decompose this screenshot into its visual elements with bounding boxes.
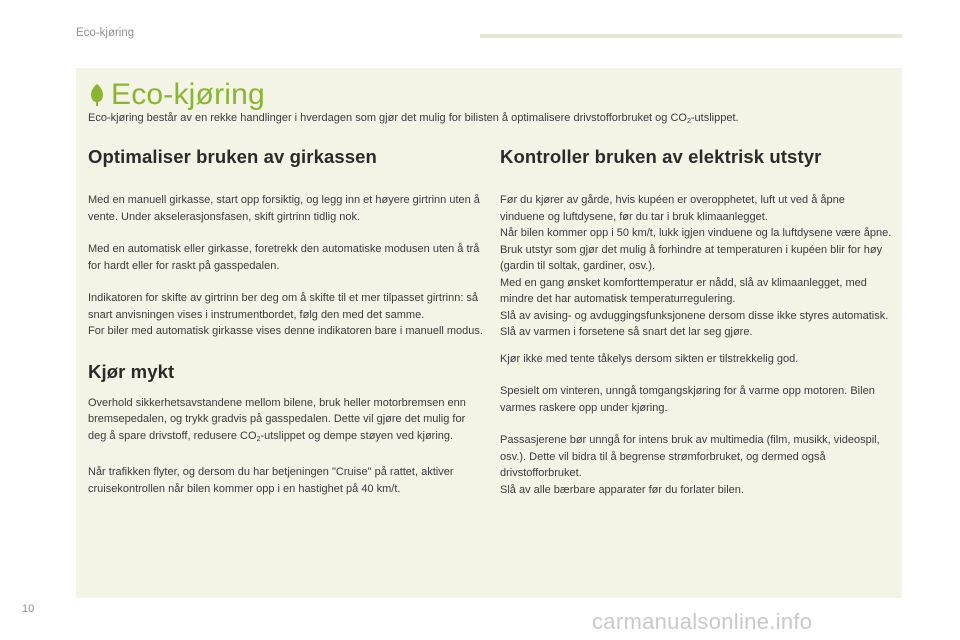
left-column <box>88 145 486 497</box>
section-heading-electrical: Kontroller bruken av elektrisk utstyr <box>500 146 822 167</box>
paragraph-ventilate: Før du kjører av gårde, hvis kupéen er overopphetet, luft ut ved å åpne vinduene og luftdysene, før du tar i bruk klimaanlegget. <box>500 194 845 223</box>
paragraph-cruise-control: Når trafikken flyter, og dersom du har betjeningen "Cruise" på rattet, aktiver cruisekontrollen når bilen kommer opp i en hastighet på 40 km/t. <box>88 466 454 495</box>
paragraph-manual-gearbox: Med en manuell girkasse, start opp forsiktig, og legg inn et høyere girtrinn uten å vente. Under akselerasjonsfasen, skift girtrinn tidlig nok. <box>88 194 480 223</box>
leaf-icon <box>88 83 106 107</box>
paragraph-sunblind: Bruk utstyr som gjør det mulig å forhindre at temperaturen i kupéen blir for høy (gardin til soltak, gardiner, osv.). <box>500 243 883 272</box>
intro-text: Eco-kjøring består av en rekke handlinger i hverdagen som gjør det mulig for bilisten å optimalisere drivstofforbruket og $CO_2$-utslippet. <box>88 112 739 125</box>
title-row <box>88 77 265 113</box>
paragraph-seat-heating: Slå av varmen i forsetene så snart det lar seg gjøre. <box>500 326 753 338</box>
section-heading-drive-smoothly: Kjør mykt <box>88 360 175 382</box>
paragraph-winter: Spesielt om vinteren, unngå tomgangskjøring for å varme opp motoren. Bilen varmes raskere opp under kjøring. <box>500 385 875 414</box>
running-header-title: Eco-kjøring <box>76 27 135 39</box>
page-title: Eco-kjøring <box>111 78 265 111</box>
paragraph-gear-indicator: Indikatoren for skifte av girtrinn ber deg om å skifte til et mer tilpasset girtrinn: så snart anvisningen vises i instrumentbordet, følg den med det samme. <box>88 292 479 321</box>
header-rule <box>480 34 902 38</box>
paragraph-fog-lights: Kjør ikke med tente tåkelys dersom sikten er tilstrekkelig god. <box>500 352 799 365</box>
paragraph-safety-distance: Overhold sikkerhetsavstandene mellom bilene, bruk heller motorbremsen enn bremsepedalen, og trykk gradvis på gasspedalen. Dette vil gjøre det mulig for deg å spare drivstoff, redusere $CO_2$-utslippet og dempe støyen ved kjøring. <box>88 396 466 443</box>
right-column <box>500 145 892 498</box>
watermark: carmanualsonline.info <box>592 609 813 634</box>
section-heading-gearbox: Optimaliser bruken av girkassen <box>88 146 377 167</box>
paragraph-indicator-auto: For biler med automatisk girkasse vises denne indikatoren bare i manuell modus. <box>88 325 483 337</box>
paragraph-multimedia: Passasjerene bør unngå for intens bruk av multimedia (film, musikk, videospil, osv.). Dette vil bidra til å begrense strømforbruket, og dermed også drivstofforbruket. <box>500 434 880 479</box>
paragraph-portable-devices: Slå av alle bærbare apparater før du forlater bilen. <box>500 483 744 496</box>
paragraph-automatic-gearbox: Med en automatisk eller girkasse, foretrekk den automatiske modusen uten å trå for hardt eller for raskt på gasspedalen. <box>88 243 480 272</box>
paragraph-comfort-temp: Med en gang ønsket komforttemperatur er nådd, slå av klimaanlegget, med mindre det har automatisk temperaturregulering. <box>500 276 867 305</box>
paragraph-close-windows: Når bilen kommer opp i 50 km/t, lukk igjen vinduene og la luftdysene være åpne. <box>500 227 892 239</box>
page-number: 10 <box>22 603 35 615</box>
paragraph-defrost: Slå av avising- og avduggingsfunksjonene dersom disse ikke styres automatisk. <box>500 309 889 322</box>
